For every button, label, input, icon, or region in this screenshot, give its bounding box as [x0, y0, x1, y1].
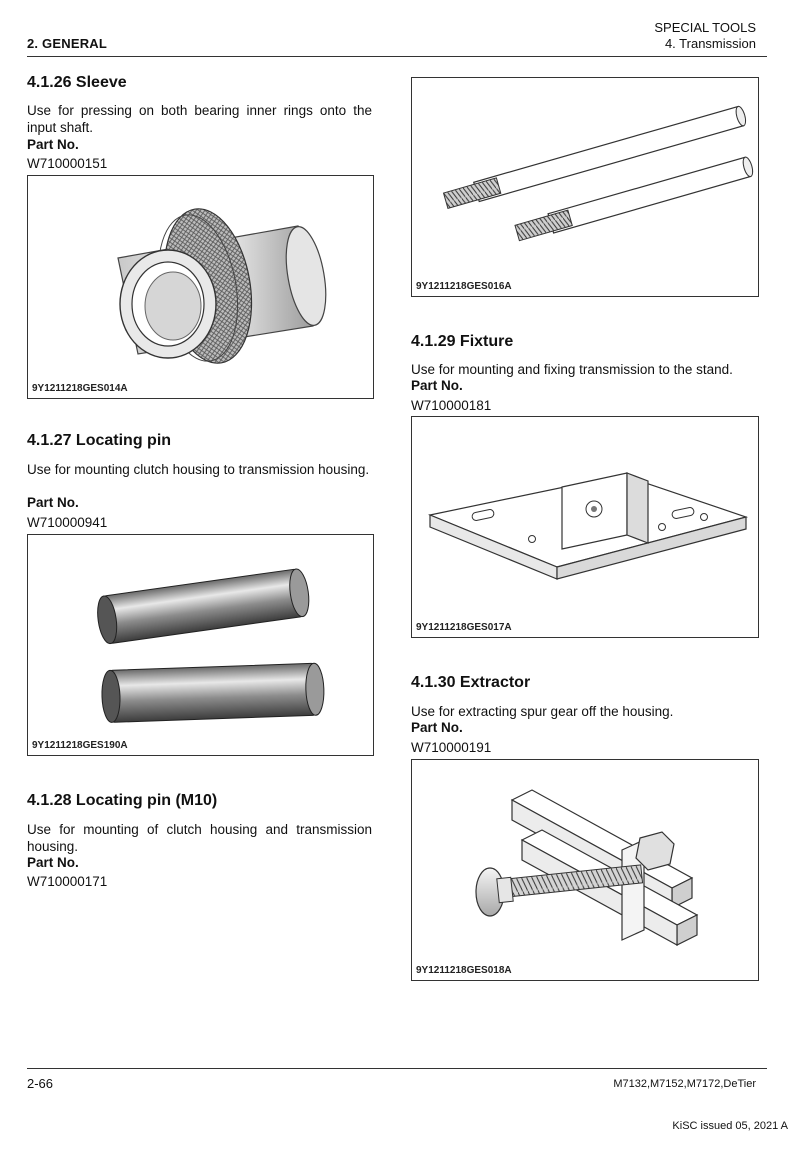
locating-pin-m10-figure	[411, 77, 759, 297]
extractor-description: Use for extracting spur gear off the housing.	[411, 704, 674, 719]
locating-pin-m10-description: Use for mounting of clutch housing and transmission housing.	[27, 822, 372, 854]
fixture-description: Use for mounting and fixing transmission to the stand.	[411, 362, 733, 377]
locating-pin-m10-heading: 4.1.28 Locating pin (M10)	[27, 792, 218, 809]
sleeve-description: Use for pressing on both bearing inner rings onto the input shaft.	[27, 103, 372, 135]
model-list: M7132,M7152,M7172,DeTier	[613, 1078, 756, 1090]
extractor-part-label: Part No.	[411, 720, 463, 735]
section-title: 2. GENERAL	[27, 36, 108, 51]
locating-pin-part-number: W710000941	[27, 515, 108, 530]
sleeve-illustration	[28, 176, 373, 398]
sleeve-part-label: Part No.	[27, 137, 79, 152]
extractor-figure-code: 9Y1211218GES018A	[416, 965, 512, 976]
fixture-figure-code: 9Y1211218GES017A	[416, 622, 512, 633]
fixture-part-number: W710000181	[411, 398, 492, 413]
sleeve-figure-code: 9Y1211218GES014A	[32, 383, 128, 394]
extractor-illustration	[412, 760, 758, 980]
locating-pin-m10-illustration	[412, 78, 758, 296]
footer-divider	[27, 1068, 767, 1069]
locating-pin-m10-part-number: W710000171	[27, 874, 108, 889]
issue-note: KiSC issued 05, 2021 A	[672, 1120, 788, 1132]
locating-pin-part-label: Part No.	[27, 495, 79, 510]
fixture-illustration	[412, 417, 758, 637]
extractor-heading: 4.1.30 Extractor	[411, 674, 531, 691]
sleeve-heading: 4.1.26 Sleeve	[27, 74, 127, 91]
sleeve-part-number: W710000151	[27, 156, 108, 171]
locating-pin-illustration	[28, 535, 373, 755]
chapter-title: SPECIAL TOOLS	[654, 20, 756, 35]
extractor-part-number: W710000191	[411, 740, 492, 755]
locating-pin-m10-figure-code: 9Y1211218GES016A	[416, 281, 512, 292]
header-divider	[27, 56, 767, 57]
locating-pin-heading: 4.1.27 Locating pin	[27, 432, 172, 449]
extractor-figure	[411, 759, 759, 981]
fixture-figure	[411, 416, 759, 638]
locating-pin-figure-code: 9Y1211218GES190A	[32, 740, 128, 751]
fixture-part-label: Part No.	[411, 378, 463, 393]
locating-pin-description: Use for mounting clutch housing to transmission housing.	[27, 462, 370, 477]
fixture-heading: 4.1.29 Fixture	[411, 333, 514, 350]
locating-pin-m10-part-label: Part No.	[27, 855, 79, 870]
sleeve-figure	[27, 175, 374, 399]
chapter-subtitle: 4. Transmission	[664, 36, 756, 51]
locating-pin-figure	[27, 534, 374, 756]
page-number: 2-66	[27, 1076, 54, 1091]
